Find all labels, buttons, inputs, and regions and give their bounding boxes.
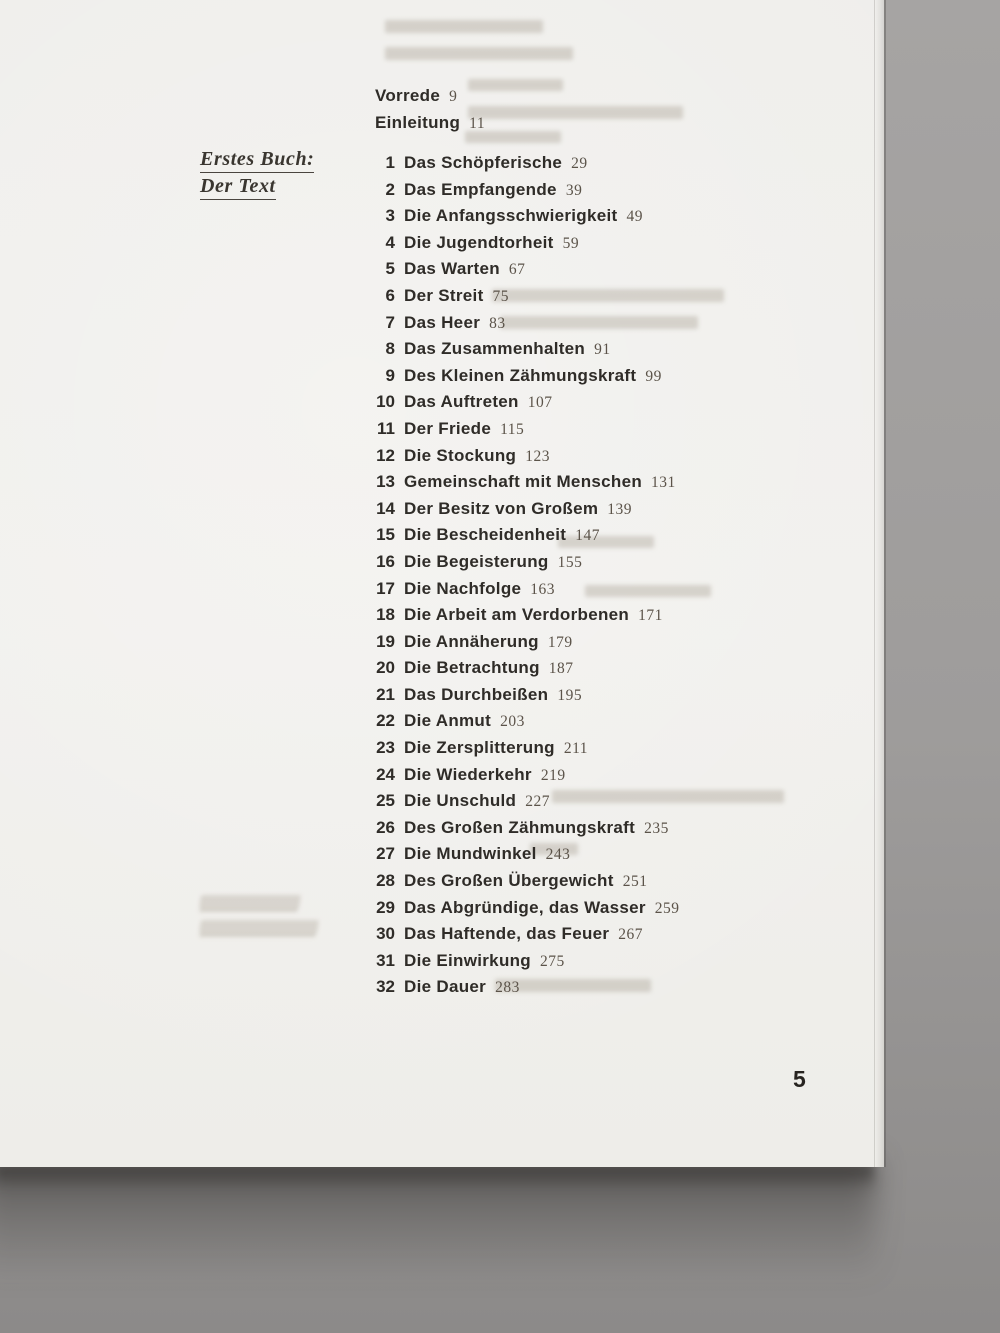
- folio-number: 5: [793, 1066, 806, 1092]
- chapter-title: Die Arbeit am Verdorbenen: [404, 605, 630, 625]
- chapter-number: 16: [376, 551, 395, 571]
- chapter-number: 29: [376, 897, 395, 917]
- chapter-title: Der Friede: [404, 418, 492, 438]
- chapter-title: Des Kleinen Zähmungskraft: [404, 365, 637, 385]
- chapter-page-number: 115: [500, 420, 525, 438]
- chapter-title: Das Zusammenhalten: [404, 339, 586, 359]
- chapter-number: 13: [376, 472, 395, 492]
- toc-row: [375, 443, 795, 470]
- toc-row: [375, 150, 795, 177]
- chapter-number: 20: [376, 658, 395, 678]
- front-matter-label: Einleitung: [375, 113, 461, 132]
- chapter-number: 19: [376, 631, 395, 651]
- chapter-number: 18: [376, 605, 395, 625]
- page-fore-edge: [874, 0, 884, 1167]
- toc-row: [375, 762, 795, 789]
- chapter-title: Die Begeisterung: [404, 551, 549, 571]
- chapter-number: 10: [376, 392, 395, 412]
- toc-row: [375, 389, 795, 416]
- toc-row: [375, 602, 795, 629]
- chapter-page-number: 123: [525, 447, 550, 465]
- chapter-number: 17: [376, 578, 395, 598]
- toc-row: [375, 948, 795, 975]
- chapter-title: Des Großen Zähmungskraft: [404, 817, 636, 837]
- toc-row: [375, 416, 795, 443]
- chapter-page-number: 29: [571, 155, 588, 172]
- chapter-page-number: 235: [644, 819, 669, 837]
- bleedthrough-mark: [385, 20, 543, 33]
- chapter-title: Die Jugendtorheit: [404, 232, 554, 252]
- toc-row: [375, 629, 795, 656]
- toc-row: [375, 815, 795, 842]
- chapter-title: Die Dauer: [404, 977, 487, 997]
- chapter-page-number: 39: [565, 181, 583, 199]
- chapter-title: Die Wiederkehr: [404, 764, 532, 784]
- bleedthrough-mark: [468, 106, 683, 119]
- chapter-number: 27: [376, 844, 395, 864]
- section-heading-line1: Erstes Buch:: [200, 149, 314, 173]
- chapter-title: Die Unschuld: [404, 791, 517, 811]
- chapter-page-number: 131: [651, 474, 676, 492]
- chapter-page-number: 211: [563, 740, 589, 758]
- bleedthrough-mark: [199, 920, 319, 933]
- chapter-number: 26: [376, 817, 395, 837]
- chapter-title: Das Haftende, das Feuer: [404, 924, 610, 944]
- section-heading: [200, 149, 314, 203]
- front-matter-page-number: 9: [449, 88, 458, 105]
- toc-row: [375, 841, 795, 868]
- chapter-number: 12: [376, 445, 395, 465]
- chapter-title: Gemeinschaft mit Menschen: [404, 472, 643, 492]
- toc-row: [375, 496, 795, 523]
- page-drop-shadow-core: [0, 1164, 874, 1190]
- chapter-page-number: 83: [489, 314, 506, 332]
- chapter-page-number: 171: [638, 607, 663, 625]
- toc-row: [375, 203, 795, 230]
- chapter-number: 9: [385, 365, 395, 385]
- chapter-title: Die Mundwinkel: [404, 844, 537, 864]
- chapter-page-number: 283: [495, 979, 520, 997]
- chapter-page-number: 91: [594, 341, 611, 359]
- chapter-title: Der Streit: [404, 285, 484, 305]
- chapter-number: 21: [376, 684, 395, 704]
- bleedthrough-mark: [385, 47, 573, 60]
- toc-row: [375, 921, 795, 948]
- chapter-title: Die Bescheidenheit: [404, 525, 567, 545]
- toc-row: [375, 708, 795, 735]
- chapter-title: Das Schöpferische: [404, 153, 563, 172]
- toc-row: [375, 576, 795, 603]
- chapter-number: 23: [376, 738, 395, 758]
- chapter-number: 6: [385, 285, 395, 305]
- chapter-page-number: 243: [545, 846, 571, 864]
- chapter-page-number: 251: [622, 873, 648, 891]
- toc-list: [375, 150, 795, 1001]
- toc-row: [375, 522, 795, 549]
- chapter-number: 2: [385, 179, 395, 199]
- chapter-page-number: 267: [618, 926, 644, 944]
- chapter-title: Das Abgründige, das Wasser: [404, 897, 646, 917]
- toc-row: [375, 549, 795, 576]
- chapter-number: 3: [385, 206, 395, 226]
- chapter-page-number: 75: [492, 287, 510, 305]
- chapter-number: 22: [376, 711, 395, 731]
- chapter-number: 15: [376, 525, 395, 545]
- chapter-page-number: 67: [508, 261, 526, 279]
- chapter-title: Die Stockung: [404, 445, 517, 465]
- chapter-page-number: 259: [654, 899, 680, 917]
- chapter-page-number: 275: [540, 952, 565, 970]
- chapter-title: Die Betrachtung: [404, 658, 540, 678]
- chapter-title: Die Anmut: [404, 711, 492, 731]
- chapter-title: Die Einwirkung: [404, 950, 531, 970]
- toc-row: [375, 363, 795, 390]
- toc-row: [375, 735, 795, 762]
- chapter-number: 14: [376, 498, 395, 518]
- chapter-title: Des Großen Übergewicht: [404, 871, 614, 891]
- toc-row: [375, 283, 795, 310]
- front-matter-list: [375, 82, 485, 136]
- chapter-page-number: 227: [525, 793, 550, 811]
- chapter-page-number: 195: [557, 686, 583, 704]
- toc-row: [375, 682, 795, 709]
- chapter-title: Die Annäherung: [404, 631, 539, 651]
- front-matter-row: [375, 109, 485, 136]
- chapter-page-number: 107: [527, 394, 553, 412]
- toc-row: [375, 230, 795, 257]
- chapter-page-number: 187: [548, 660, 574, 678]
- chapter-number: 7: [385, 312, 395, 332]
- chapter-number: 30: [376, 924, 395, 944]
- toc-row: [375, 310, 795, 337]
- chapter-page-number: 163: [530, 580, 556, 598]
- chapter-title: Das Warten: [404, 259, 500, 279]
- chapter-page-number: 155: [557, 553, 583, 571]
- page-edge-line: [884, 0, 886, 1167]
- toc-row: [375, 868, 795, 895]
- bleedthrough-mark: [199, 895, 301, 908]
- chapter-title: Der Besitz von Großem: [404, 498, 599, 518]
- chapter-number: 24: [376, 764, 395, 784]
- chapter-title: Das Empfangende: [404, 179, 557, 199]
- chapter-page-number: 179: [547, 633, 573, 651]
- toc-row: [375, 177, 795, 204]
- chapter-number: 8: [385, 339, 395, 359]
- toc-row: [375, 256, 795, 283]
- chapter-title: Die Anfangsschwierigkeit: [404, 206, 618, 226]
- chapter-number: 5: [385, 259, 395, 279]
- chapter-title: Die Zersplitterung: [404, 738, 555, 758]
- front-matter-label: Vorrede: [375, 86, 441, 105]
- front-matter-page-number: 11: [469, 115, 486, 132]
- chapter-number: 11: [377, 418, 395, 438]
- chapter-page-number: 49: [626, 208, 643, 226]
- chapter-number: 28: [376, 871, 395, 891]
- chapter-number: 4: [385, 232, 395, 252]
- chapter-page-number: 139: [607, 500, 633, 518]
- section-heading-line2: Der Text: [200, 176, 276, 200]
- chapter-page-number: 219: [540, 766, 566, 784]
- chapter-number: 1: [385, 153, 395, 172]
- chapter-number: 32: [376, 977, 395, 997]
- chapter-number: 25: [376, 791, 395, 811]
- chapter-page-number: 147: [575, 527, 600, 545]
- toc-row: [375, 974, 795, 1001]
- chapter-title: Das Auftreten: [404, 392, 519, 412]
- chapter-title: Das Heer: [404, 312, 481, 332]
- chapter-page-number: 203: [500, 713, 525, 731]
- toc-row: [375, 788, 795, 815]
- chapter-title: Die Nachfolge: [404, 578, 522, 598]
- toc-row: [375, 469, 795, 496]
- chapter-page-number: 99: [645, 367, 662, 385]
- toc-row: [375, 895, 795, 922]
- chapter-title: Das Durchbeißen: [404, 684, 549, 704]
- toc-row: [375, 336, 795, 363]
- toc-row: [375, 655, 795, 682]
- front-matter-row: [375, 82, 485, 109]
- chapter-number: 31: [376, 950, 395, 970]
- chapter-page-number: 59: [562, 234, 580, 252]
